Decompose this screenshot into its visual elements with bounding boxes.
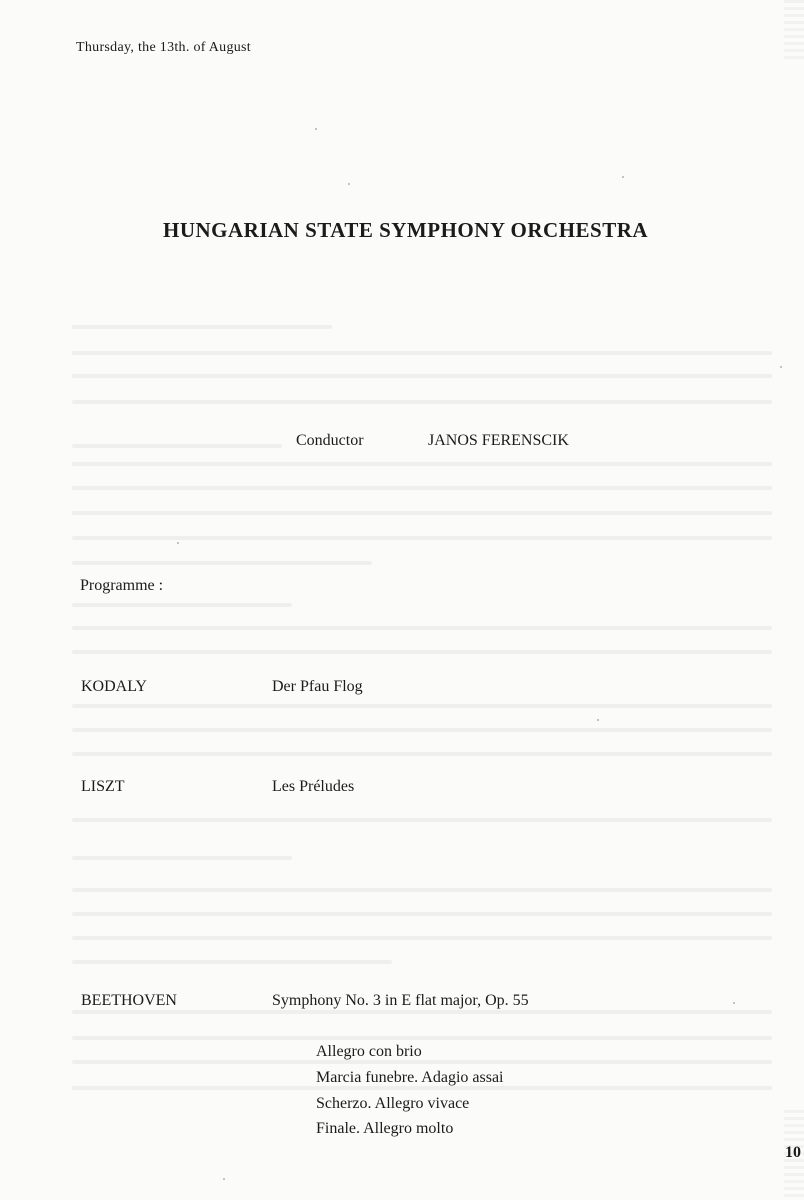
movement-item: Scherzo. Allegro vivace <box>316 1095 470 1112</box>
conductor-name: JANOS FERENSCIK <box>428 432 569 449</box>
work-title: Symphony No. 3 in E flat major, Op. 55 <box>272 992 529 1009</box>
concert-date: Thursday, the 13th. of August <box>76 40 251 55</box>
composer-name: BEETHOVEN <box>81 992 177 1009</box>
conductor-label: Conductor <box>296 432 364 449</box>
page-number: 10 <box>785 1144 801 1161</box>
composer-name: LISZT <box>81 778 125 795</box>
composer-name: KODALY <box>81 678 147 695</box>
page-title: HUNGARIAN STATE SYMPHONY ORCHESTRA <box>163 218 649 242</box>
work-title: Der Pfau Flog <box>272 678 363 695</box>
movement-item: Finale. Allegro molto <box>316 1120 454 1137</box>
programme-label: Programme : <box>80 577 164 594</box>
movement-item: Allegro con brio <box>316 1043 422 1060</box>
movement-item: Marcia funebre. Adagio assai <box>316 1069 504 1086</box>
work-title: Les Préludes <box>272 778 355 795</box>
